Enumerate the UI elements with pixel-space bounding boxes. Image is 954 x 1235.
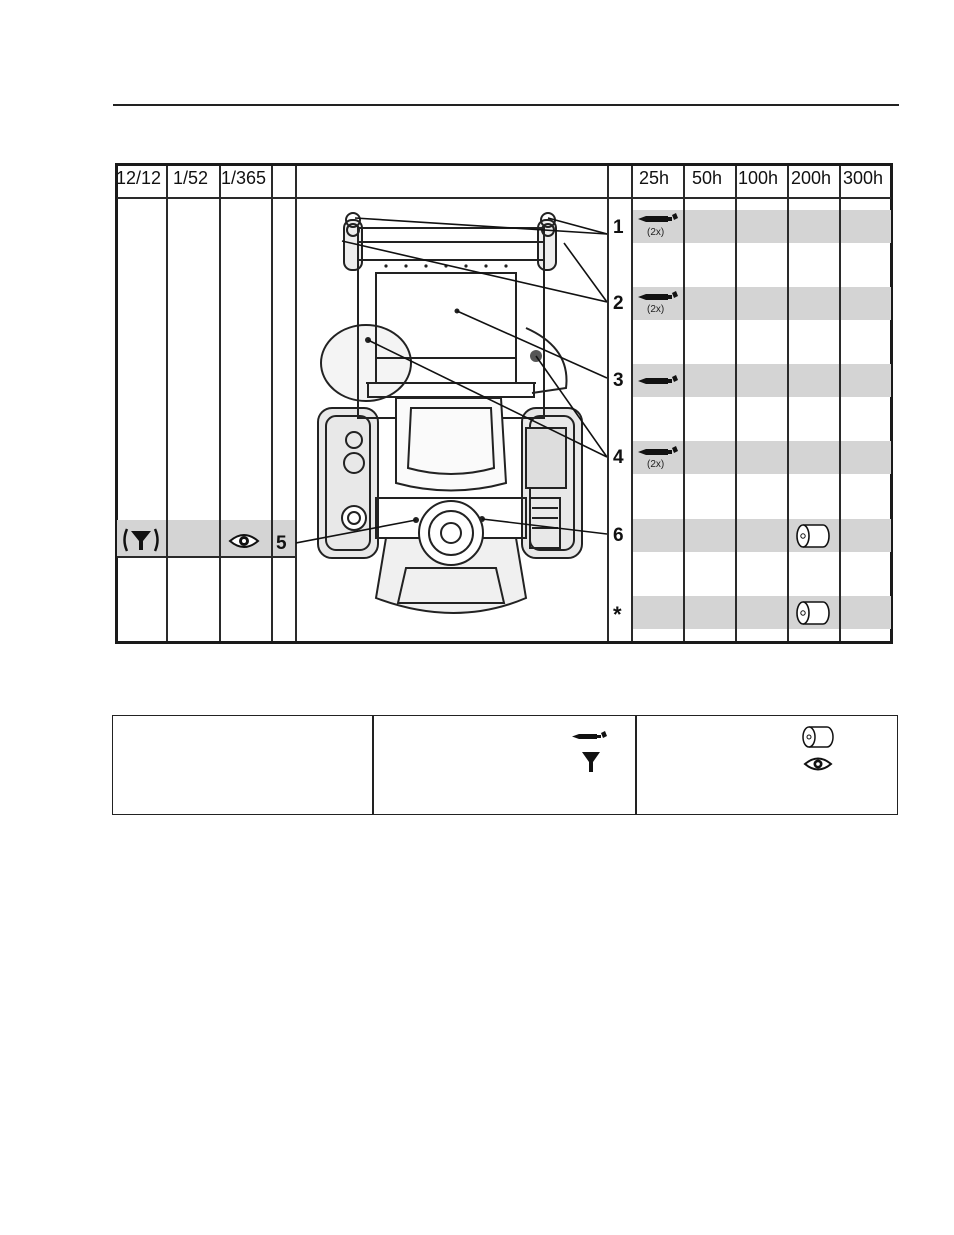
grease-gun-icon bbox=[638, 212, 680, 226]
grease-gun-icon bbox=[638, 445, 680, 459]
col-sep bbox=[607, 166, 609, 641]
row-5-line bbox=[117, 556, 296, 558]
header-200h: 200h bbox=[791, 168, 832, 188]
header-25h: 25h bbox=[639, 168, 670, 188]
item-number-star: * bbox=[613, 602, 622, 627]
row-band-star bbox=[631, 596, 891, 629]
col-sep bbox=[735, 166, 737, 641]
col-sep bbox=[271, 166, 273, 641]
cylinder-icon bbox=[793, 520, 833, 552]
funnel-icon bbox=[121, 526, 161, 554]
qty-label-4: (2x) bbox=[647, 459, 665, 470]
col-sep bbox=[219, 166, 221, 641]
cylinder-icon bbox=[800, 723, 836, 751]
col-sep bbox=[631, 166, 633, 641]
eye-icon bbox=[803, 756, 833, 772]
header-50h: 50h bbox=[692, 168, 723, 188]
funnel-icon bbox=[582, 751, 600, 773]
item-number-4: 4 bbox=[613, 447, 624, 468]
header-100h: 100h bbox=[738, 168, 779, 188]
header-300h: 300h bbox=[843, 168, 884, 188]
header-rule bbox=[113, 104, 899, 106]
header-1-365: 1/365 bbox=[221, 168, 267, 188]
item-number-3: 3 bbox=[613, 370, 624, 391]
legend-separator bbox=[372, 716, 374, 814]
qty-label-2: (2x) bbox=[647, 304, 665, 315]
header-1-52: 1/52 bbox=[173, 168, 209, 188]
eye-icon bbox=[228, 532, 260, 550]
col-sep bbox=[683, 166, 685, 641]
cylinder-icon bbox=[793, 597, 833, 629]
col-sep bbox=[166, 166, 168, 641]
legend-separator bbox=[635, 716, 637, 814]
grease-gun-icon bbox=[638, 290, 680, 304]
grease-gun-icon bbox=[572, 730, 608, 743]
col-sep bbox=[839, 166, 841, 641]
item-number-1: 1 bbox=[613, 217, 624, 238]
item-number-6: 6 bbox=[613, 525, 624, 546]
item-number-2: 2 bbox=[613, 293, 624, 314]
mower-top-view-illustration bbox=[296, 198, 607, 641]
grease-gun-icon bbox=[638, 374, 680, 388]
symbol-legend-box bbox=[112, 715, 898, 815]
item-number-5: 5 bbox=[276, 533, 287, 554]
row-band-6 bbox=[631, 519, 891, 552]
qty-label-1: (2x) bbox=[647, 227, 665, 238]
col-sep bbox=[787, 166, 789, 641]
header-12-12: 12/12 bbox=[116, 168, 162, 188]
